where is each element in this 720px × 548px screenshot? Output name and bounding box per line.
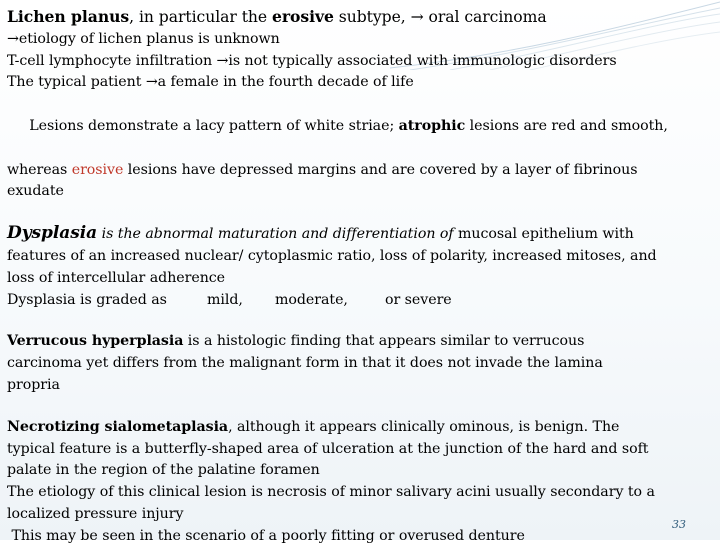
arrow-icon: → [410,8,424,26]
verrucous-line-3: propria [7,376,60,393]
lichen-patient-text: The typical patient [7,74,146,91]
necrotizing-text: , although it appears clinically ominous, is benign. The [228,418,620,435]
lichen-lesions-text-3: whereas [7,161,72,178]
dysplasia-definition-text: mucosal epithelium with [453,226,634,243]
arrow-icon: → [7,30,19,47]
lichen-lesions-text-4: lesions have depressed margins and are covered by a layer of fibrinous [123,161,638,178]
lichen-erosive-term: erosive [71,161,124,178]
lichen-tcell-text-2: is not typically associated with immunologic disorders [228,52,617,69]
verrucous-text: is a histologic finding that appears similar to verrucous [183,333,585,350]
dysplasia-line-3: loss of intercellular adherence [7,269,226,286]
necrotizing-line-3: palate in the region of the palatine foramen [7,462,320,479]
slide-content [7,6,713,548]
lichen-title-term: Lichen planus [7,7,130,26]
lichen-patient-line [7,72,713,94]
verrucous-term: Verrucous hyperplasia [7,333,184,350]
grade-moderate: moderate, [275,291,348,308]
lichen-lesions-line-1 [7,94,713,159]
page-number: 33 [672,518,686,531]
necrotizing-term: Necrotizing sialometaplasia [7,418,229,435]
lichen-etiology-text: etiology of lichen planus is unknown [18,30,280,47]
necrotizing-line-1 [7,417,713,439]
lichen-lesions-line-3: exudate [7,183,64,200]
arrow-icon: → [216,52,229,69]
dysplasia-term: Dysplasia [7,223,98,244]
lichen-patient-text-2: a female in the fourth decade of life [157,74,414,91]
grade-mild: mild, [207,291,243,308]
lichen-lesions-text: Lesions demonstrate a lacy pattern of white striae; [24,117,399,134]
dysplasia-line-1 [7,223,713,246]
lichen-title-text-2: subtype, [333,8,411,26]
dysplasia-grade-line [7,290,713,312]
lichen-title-text: , in particular the [129,8,273,26]
lichen-lesions-line-2 [7,160,713,182]
grade-severe: or severe [385,291,452,308]
dysplasia-line-2: features of an increased nuclear/ cytoplasmic ratio, loss of polarity, increased mitoses, and [7,247,657,264]
necrotizing-line-4: The etiology of this clinical lesion is necrosis of minor salivary acini usually secondary to a [7,484,655,501]
lichen-title-erosive: erosive [272,7,334,26]
lichen-tcell-line [7,51,713,73]
lichen-title-line [7,6,713,29]
necrotizing-line-2: typical feature is a butterfly-shaped area of ulceration at the junction of the hard and soft [7,440,649,457]
verrucous-line-2: carcinoma yet differs from the malignant form in that it does not invade the lamina [7,355,603,372]
lichen-title-text-3: oral carcinoma [423,8,547,26]
dysplasia-graded-label: Dysplasia is graded as [7,291,167,308]
verrucous-line-1 [7,331,713,353]
lichen-atrophic-term: atrophic [398,117,466,134]
lichen-etiology-line [7,29,713,51]
dysplasia-definition-italic: is the abnormal maturation and differentiation of [97,226,454,243]
lichen-tcell-text: T-cell lymphocyte infiltration [7,52,217,69]
arrow-icon: → [145,74,158,91]
necrotizing-line-5: localized pressure injury [7,505,184,522]
necrotizing-line-6: This may be seen in the scenario of a poorly fitting or overused denture [7,527,525,544]
lichen-lesions-text-2: lesions are red and smooth, [465,117,668,134]
